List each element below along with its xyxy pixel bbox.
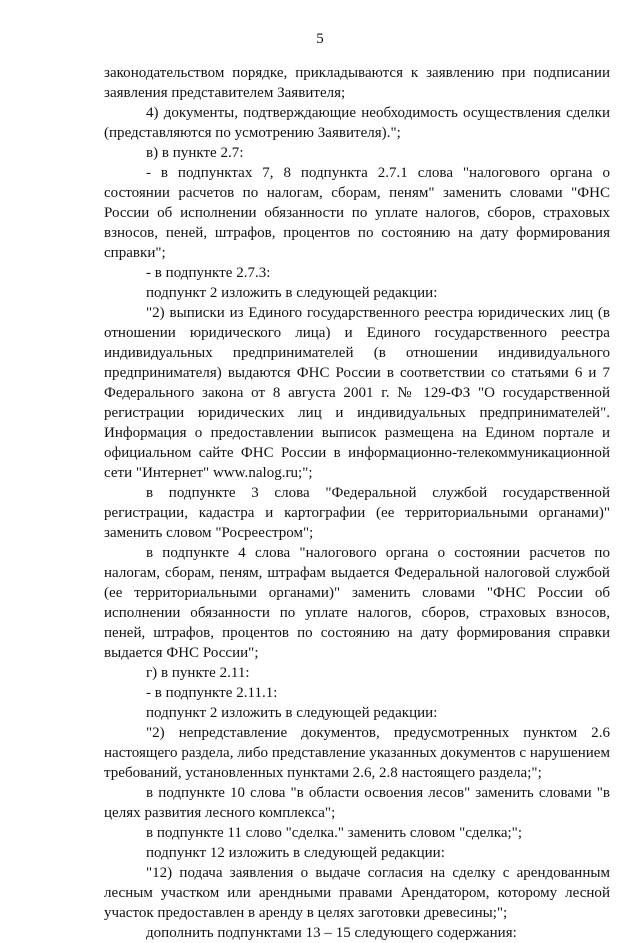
paragraph: в подпункте 10 слова "в области освоения лесов" заменить словами "в целях развития лесного комплекса"; <box>104 785 610 821</box>
paragraph: - в подпункте 2.7.3: <box>146 265 271 281</box>
paragraph: в подпункте 3 слова "Федеральной службой государственной регистрации, кадастра и картографии (ее территориальными органами)" заменить словом "Росреестром"; <box>104 485 610 541</box>
paragraph: 4) документы, подтверждающие необходимость осуществления сделки (представляются по усмотрению Заявителя)."; <box>104 105 610 141</box>
paragraph: - в подпункте 2.11.1: <box>146 685 278 701</box>
paragraph: подпункт 2 изложить в следующей редакции: <box>146 285 438 301</box>
page-number: 5 <box>316 31 324 47</box>
paragraph: дополнить подпунктами 13 – 15 следующего содержания: <box>146 925 517 941</box>
paragraph: в подпункте 11 слово "сделка." заменить словом "сделка;"; <box>146 825 523 841</box>
paragraph: - в подпунктах 7, 8 подпункта 2.7.1 слова "налогового органа о состоянии расчетов по налогам, сборам, пеням" заменить словами "ФНС России об исполнении обязанности по уплате налогов, сборов, страховых взносов, пеней, штрафов, процентов по состоянию на дату формирования справки"; <box>104 165 610 261</box>
document-body <box>104 63 610 943</box>
paragraph: в подпункте 4 слова "налогового органа о состоянии расчетов по налогам, сборам, пеням, штрафам выдается Федеральной налоговой службой (ее территориальными органами)" заменить словами "ФНС России об исполнении обязанности по уплате налогов, сборов, страховых взносов, пеней, штрафов, процентов по состоянию на дату формирования справки выдается ФНС России"; <box>104 545 610 661</box>
paragraph: "2) выписки из Единого государственного реестра юридических лиц (в отношении юридического лица) и Единого государственного реестра индивидуальных предпринимателей (в отношении индивидуального предпринимателя) выдаются ФНС России в соответствии со статьями 6 и 7 Федерального закона от 8 августа 2001 г. № 129-ФЗ "О государственной регистрации юридических лиц и индивидуальных предпринимателей". Информация о предоставлении выписок размещена на Едином портале и официальном сайте ФНС России в информационно-телекоммуникационной сети "Интернет" www.nalog.ru;"; <box>104 305 610 481</box>
paragraph: законодательством порядке, прикладываются к заявлению при подписании заявления представителем Заявителя; <box>104 65 610 101</box>
paragraph: г) в пункте 2.11: <box>146 665 250 681</box>
paragraph: подпункт 2 изложить в следующей редакции: <box>146 705 438 721</box>
paragraph: в) в пункте 2.7: <box>146 145 244 161</box>
paragraph: "2) непредставление документов, предусмотренных пунктом 2.6 настоящего раздела, либо представление указанных документов с нарушением требований, установленных пунктами 2.6, 2.8 настоящего раздела;"; <box>104 725 610 781</box>
paragraph: "12) подача заявления о выдаче согласия на сделку с арендованным лесным участком или арендными правами Арендатором, которому лесной участок предоставлен в аренду в целях заготовки древесины;"; <box>104 865 610 921</box>
paragraph: подпункт 12 изложить в следующей редакции: <box>146 845 445 861</box>
